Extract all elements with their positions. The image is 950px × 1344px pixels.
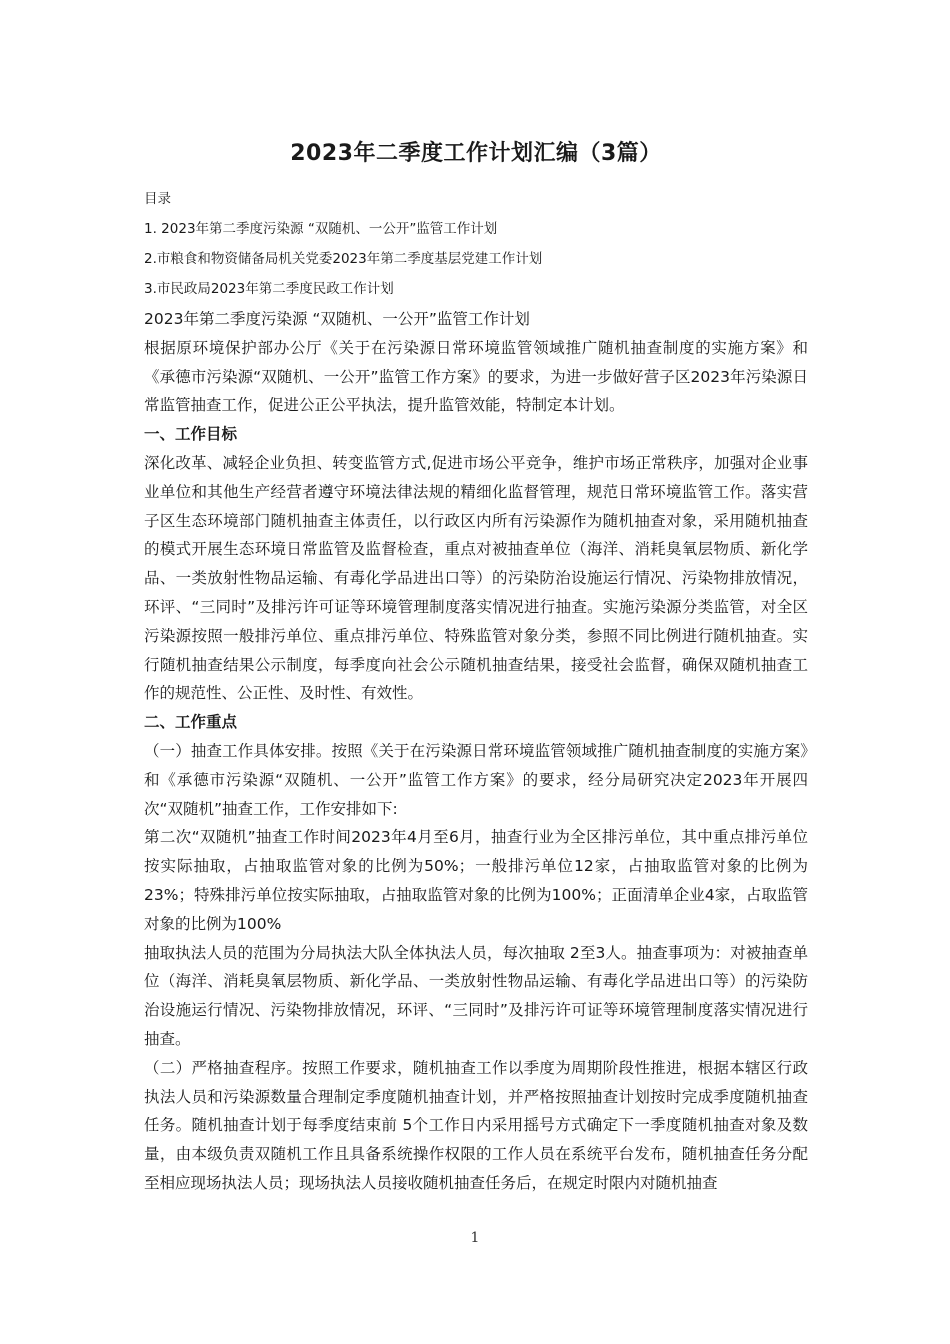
- toc-heading: 目录: [144, 191, 171, 207]
- focus-paragraph-4: （二）严格抽查程序。按照工作要求，随机抽查工作以季度为周期阶段性推进，根据本辖区行政执法人员和污染源数量合理制定季度随机抽查计划，并严格按照抽查计划按时完成季度随机抽查任务。随机抽查计划于每季度结束前 5个工作日内采用摇号方式确定下一季度随机抽查对象及数量，由本级负责双随机工作且具备系统操作权限的工作人员在系统平台发布，随机抽查任务分配至相应现场执法人员；现场执法人员接收随机抽查任务后，在规定时限内对随机抽查: [144, 1058, 808, 1192]
- toc-item-1: 1. 2023年第二季度污染源 “双随机、一公开”监管工作计划: [144, 221, 498, 237]
- article-title: 2023年第二季度污染源 “双随机、一公开”监管工作计划: [144, 310, 530, 328]
- focus-paragraph-1: （一）抽查工作具体安排。按照《关于在污染源日常环境监管领域推广随机抽查制度的实施方案》和《承德市污染源“双随机、一公开”监管工作方案》的要求，经分局研究决定2023年开展四次“双随机”抽查工作，工作安排如下:: [144, 741, 808, 818]
- intro-paragraph: 根据原环境保护部办公厅《关于在污染源日常环境监管领域推广随机抽查制度的实施方案》和《承德市污染源“双随机、一公开”监管工作方案》的要求，为进一步做好营子区2023年污染源日常监管抽查工作，促进公正公平执法，提升监管效能，特制定本计划。: [144, 338, 808, 415]
- toc-item-3: 3.市民政局2023年第二季度民政工作计划: [144, 281, 394, 297]
- focus-paragraph-2: 第二次“双随机”抽查工作时间2023年4月至6月，抽查行业为全区排污单位，其中重点排污单位按实际抽取，占抽取监管对象的比例为50%；一般排污单位12家，占抽取监管对象的比例为23%；特殊排污单位按实际抽取，占抽取监管对象的比例为100%；正面清单企业4家，占取监管对象的比例为100%: [144, 828, 808, 933]
- document-body: [144, 305, 808, 1198]
- goals-paragraph: 深化改革、减轻企业负担、转变监管方式,促进市场公平竞争，维护市场正常秩序，加强对企业事业单位和其他生产经营者遵守环境法律法规的精细化监督管理，规范日常环境监管工作。落实营子区生态环境部门随机抽查主体责任，以行政区内所有污染源作为随机抽查对象，采用随机抽查的模式开展生态环境日常监管及监督检查，重点对被抽查单位（海洋、消耗臭氧层物质、新化学品、一类放射性物品运输、有毒化学品进出口等）的污染防治设施运行情况、污染物排放情况，环评、“三同时”及排污许可证等环境管理制度落实情况进行抽查。实施污染源分类监管，对全区污染源按照一般排污单位、重点排污单位、特殊监管对象分类，参照不同比例进行随机抽查。实行随机抽查结果公示制度，每季度向社会公示随机抽查结果，接受社会监督，确保双随机抽查工作的规范性、公正性、及时性、有效性。: [144, 453, 808, 703]
- toc-item-2: 2.市粮食和物资储备局机关党委2023年第二季度基层党建工作计划: [144, 251, 543, 267]
- page-number: 1: [470, 1230, 480, 1246]
- section-heading-goals: 一、工作目标: [144, 425, 238, 444]
- document-title: 2023年二季度工作计划汇编（3篇）: [290, 141, 662, 166]
- focus-paragraph-3: 抽取执法人员的范围为分局执法大队全体执法人员，每次抽取 2至3人。抽查事项为：对被抽查单位（海洋、消耗臭氧层物质、新化学品、一类放射性物品运输、有毒化学品进出口等）的污染防治设施运行情况、污染物排放情况，环评、“三同时”及排污许可证等环境管理制度落实情况进行抽查。: [144, 943, 808, 1048]
- table-of-contents: [144, 184, 808, 304]
- section-heading-focus: 二、工作重点: [144, 713, 238, 732]
